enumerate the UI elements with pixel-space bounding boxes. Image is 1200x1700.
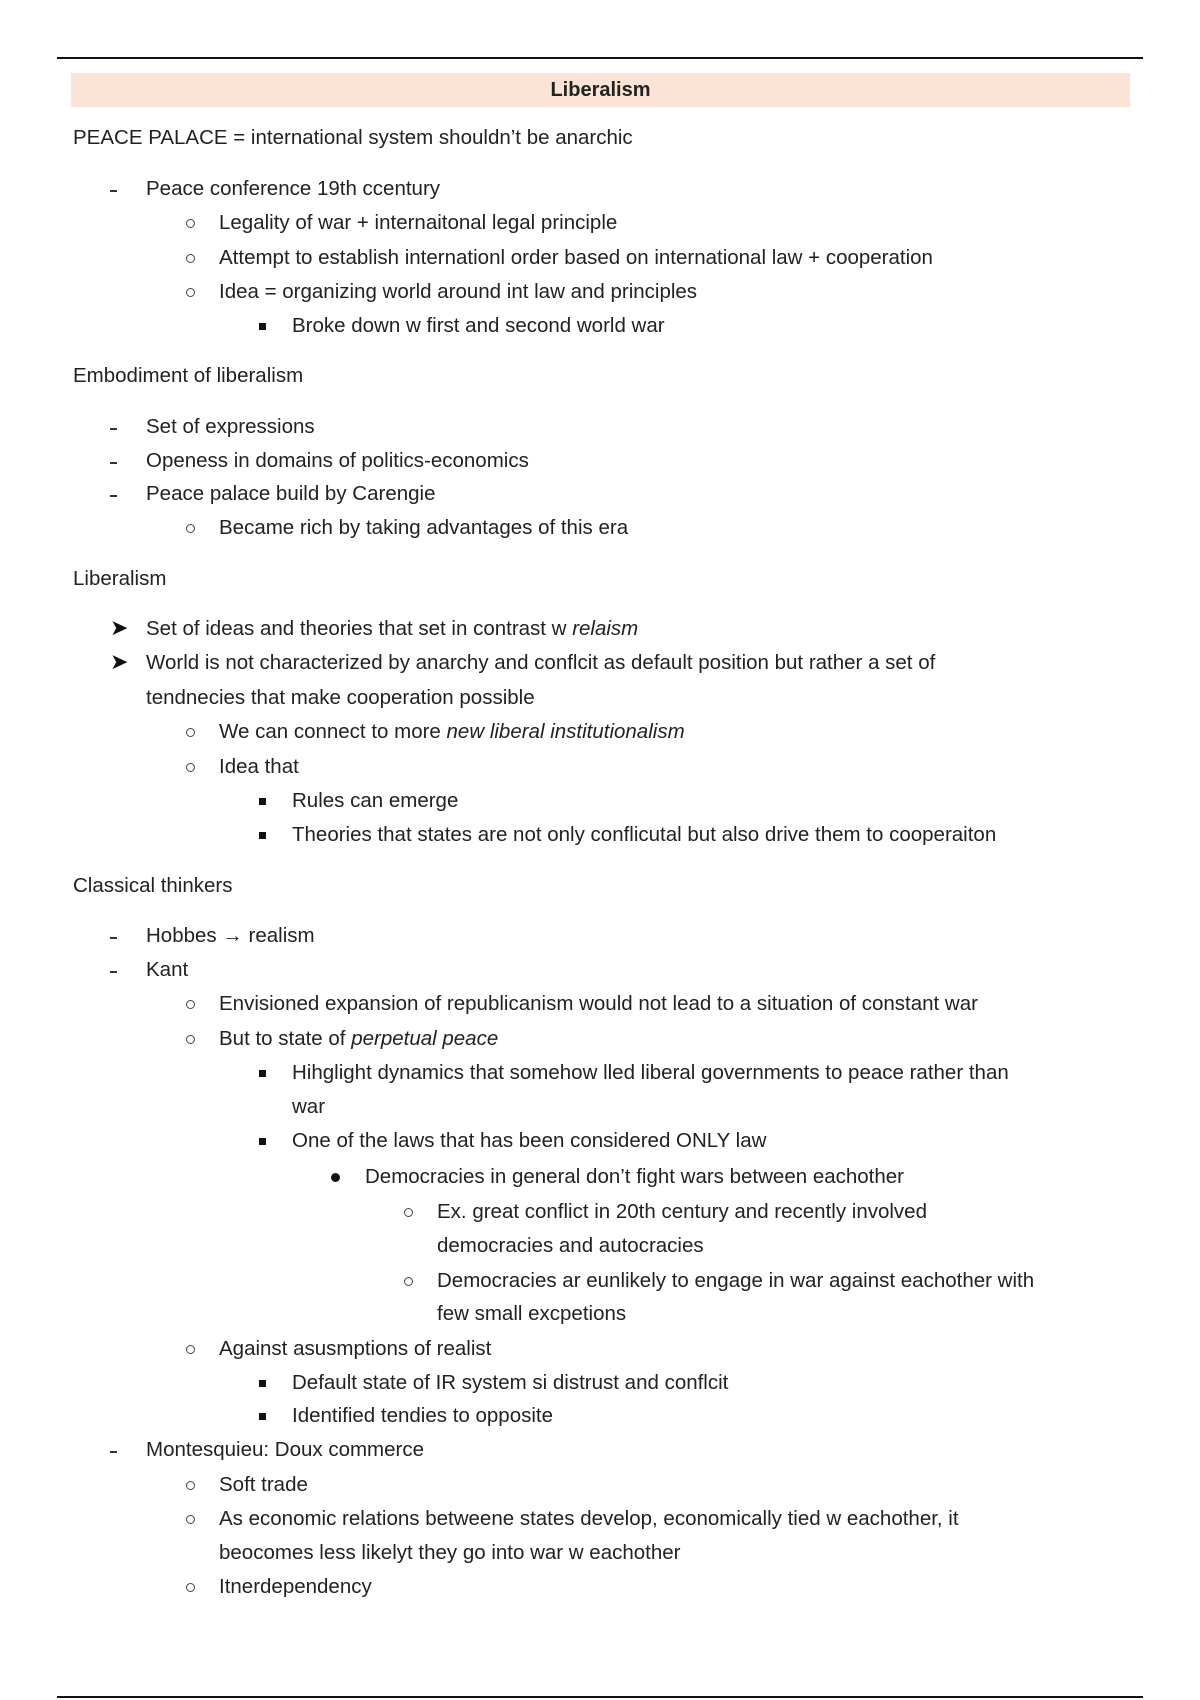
list-item: Hobbes → realism: [146, 923, 315, 949]
square-bullet-icon: [259, 1380, 266, 1387]
square-bullet-icon: [259, 323, 266, 330]
bottom-rule: [57, 1696, 1143, 1698]
list-item: Ex. great conflict in 20th century and recently involved: [437, 1199, 927, 1225]
list-item-continuation: few small excpetions: [437, 1302, 627, 1325]
list-item: Hihglight dynamics that somehow lled liberal governments to peace rather than: [292, 1060, 1009, 1086]
list-item: Set of expressions: [146, 414, 315, 440]
list-item: Democracies ar eunlikely to engage in war against eachother with: [437, 1268, 1034, 1294]
list-item: Idea that: [219, 754, 299, 780]
circle-bullet-icon: [186, 1000, 195, 1009]
list-item: Itnerdependency: [219, 1574, 372, 1600]
square-bullet-icon: [259, 832, 266, 839]
section-heading-classical-thinkers: Classical thinkers: [73, 874, 233, 897]
list-item: Against asusmptions of realist: [219, 1336, 491, 1362]
circle-bullet-icon: [186, 288, 195, 297]
list-item: Peace conference 19th ccentury: [146, 176, 440, 202]
dash-bullet-icon: [110, 462, 117, 464]
list-item-continuation: democracies and autocracies: [437, 1234, 704, 1257]
page-title: Liberalism: [71, 73, 1130, 107]
dash-bullet-icon: [110, 937, 117, 939]
circle-bullet-icon: [186, 1515, 195, 1524]
square-bullet-icon: [259, 1070, 266, 1077]
list-item: Democracies in general don’t fight wars between eachother: [365, 1164, 904, 1190]
circle-bullet-icon: [186, 524, 195, 533]
section-heading-embodiment: Embodiment of liberalism: [73, 364, 304, 387]
list-item: Became rich by taking advantages of this era: [219, 515, 628, 541]
list-item: Attempt to establish internationl order based on international law + cooperation: [219, 245, 933, 271]
dash-bullet-icon: [110, 428, 117, 430]
arrow-bullet-icon: ➤: [110, 649, 129, 674]
list-item-continuation: war: [292, 1095, 326, 1118]
list-item: Soft trade: [219, 1472, 308, 1498]
list-item-continuation: tendnecies that make cooperation possible: [146, 686, 535, 709]
arrow-bullet-icon: ➤: [110, 615, 129, 640]
list-item: Default state of IR system si distrust and conflcit: [292, 1370, 728, 1396]
circle-bullet-icon: [186, 1583, 195, 1592]
list-item: One of the laws that has been considered ONLY law: [292, 1128, 766, 1154]
circle-bullet-icon: [186, 219, 195, 228]
list-item: ➤ World is not characterized by anarchy and conflcit as default position but rather a set of: [110, 649, 936, 674]
circle-bullet-icon: [404, 1208, 413, 1217]
dash-bullet-icon: [110, 1451, 117, 1453]
list-item: Envisioned expansion of republicanism would not lead to a situation of constant war: [219, 991, 978, 1017]
circle-bullet-icon: [186, 1035, 195, 1044]
list-item-continuation: beocomes less likelyt they go into war w eachother: [219, 1541, 681, 1564]
circle-bullet-icon: [186, 1345, 195, 1354]
dot-bullet-icon: [331, 1173, 340, 1182]
circle-bullet-icon: [404, 1277, 413, 1286]
section-heading-liberalism: Liberalism: [73, 567, 167, 590]
top-rule: [57, 57, 1143, 59]
list-item: As economic relations betweene states develop, economically tied w eachother, it: [219, 1506, 959, 1532]
list-item: We can connect to more new liberal institutionalism: [219, 719, 685, 745]
circle-bullet-icon: [186, 254, 195, 263]
square-bullet-icon: [259, 798, 266, 805]
list-item: Kant: [146, 957, 188, 983]
dash-bullet-icon: [110, 190, 117, 192]
square-bullet-icon: [259, 1413, 266, 1420]
list-item: Theories that states are not only conflicutal but also drive them to cooperaiton: [292, 822, 996, 848]
list-item: Broke down w first and second world war: [292, 313, 665, 339]
list-item: Montesquieu: Doux commerce: [146, 1437, 424, 1463]
circle-bullet-icon: [186, 763, 195, 772]
dash-bullet-icon: [110, 971, 117, 973]
square-bullet-icon: [259, 1138, 266, 1145]
circle-bullet-icon: [186, 728, 195, 737]
list-item: ➤ Set of ideas and theories that set in contrast w relaism: [110, 615, 639, 640]
arrow-right-icon: →: [222, 924, 243, 947]
section-heading-peace-palace: PEACE PALACE = international system shouldn’t be anarchic: [73, 126, 633, 149]
list-item: Idea = organizing world around int law and principles: [219, 279, 697, 305]
list-item: Legality of war + internaitonal legal principle: [219, 210, 617, 236]
circle-bullet-icon: [186, 1481, 195, 1490]
list-item: Peace palace build by Carengie: [146, 481, 435, 507]
list-item: But to state of perpetual peace: [219, 1026, 498, 1052]
list-item: Openess in domains of politics-economics: [146, 448, 529, 474]
dash-bullet-icon: [110, 495, 117, 497]
list-item: Identified tendies to opposite: [292, 1403, 553, 1429]
list-item: Rules can emerge: [292, 788, 458, 814]
